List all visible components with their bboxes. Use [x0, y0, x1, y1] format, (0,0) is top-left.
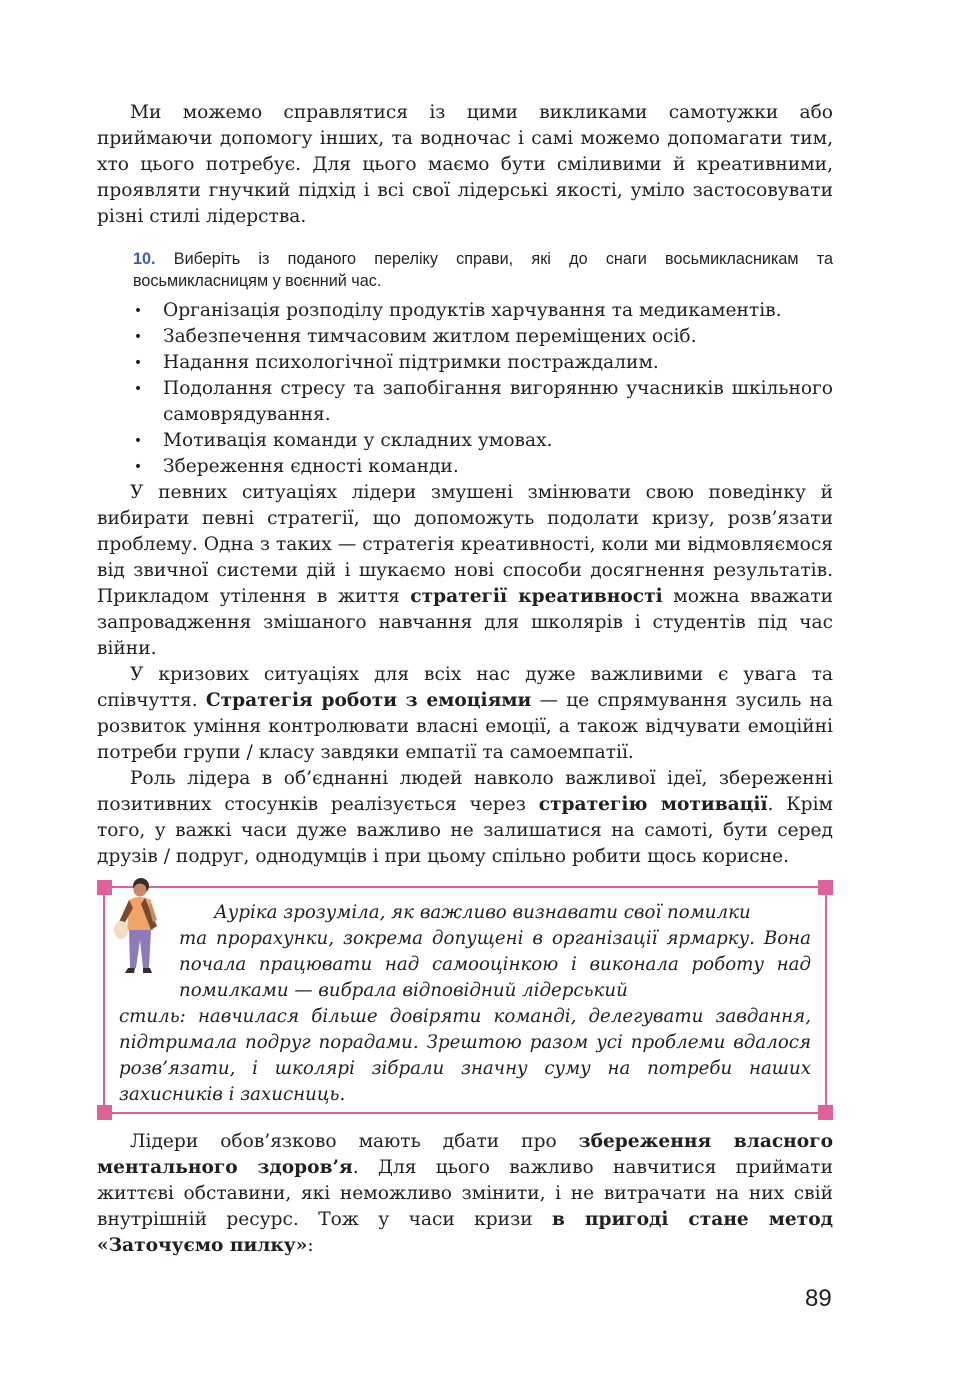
- list-item: • Мотивація команди у складних умовах.: [132, 428, 833, 454]
- task-text: Виберіть із поданого переліку справи, які до снаги восьмикласникам та восьмикласницям у воєнний час.: [133, 250, 834, 290]
- corner-square: [818, 880, 833, 895]
- page-number: 89: [805, 1285, 832, 1312]
- intro-paragraph: Ми можемо справлятися із цими викликами самотужки або приймаючи допомогу інших, та водночас і самі можемо допомагати тим, хто цього потребує. Для цього маємо бути сміливими й креативними, проявляти гнучкий підхід і всі свої лідерські якості, уміло застосовувати різні стилі лідерства.: [97, 102, 833, 227]
- bullet-icon: •: [133, 459, 143, 475]
- list-item: • Подолання стресу та запобігання вигорянню учасників шкільного самоврядування.: [133, 378, 833, 425]
- aurika-story-text: Ауріка зрозуміла, як важливо визнавати свої помилки та прорахунки, зокрема допущені в організації ярмарку. Вона почала працювати над самооцінкою і виконала роботу над помилками — вибрала відповідний лідерський стиль: навчилася більше довіряти команді, делегувати завдання, підтримала подруг порадами. Зрештою разом усі проблеми вдалося розв’язати, і школярі зібрали значну суму на потреби наших захисників і захисниць.: [119, 902, 811, 1105]
- paragraph-emotions-strategy: У кризових ситуаціях для всіх нас дуже важливими є увага та співчуття. Стратегія роботи з емоціями — це спрямування зусиль на розвиток уміння контролювати власні емоції, а також відчувати емоційні потреби групи / класу завдяки емпатії та самоемпатії.: [97, 664, 833, 763]
- bullet-icon: •: [133, 303, 143, 319]
- box-top-border: [97, 886, 833, 888]
- bullet-icon: •: [133, 381, 143, 397]
- bullet-icon: •: [133, 433, 143, 449]
- aurika-story-box: [97, 880, 833, 1120]
- paragraph-creativity-strategy: У певних ситуаціях лідери змушені змінювати свою поведінку й вибирати певні стратегії, що допоможуть подолати кризу, розв’язати проблему. Одна з таких — стратегія креативності, коли ми відмовляємося від звичної системи дій і шукаємо нові способи досягнення результатів. Прикладом утілення в життя стратегії креативності можна вважати запровадження змішаного навчання для школярів і студентів під час війни.: [97, 482, 834, 659]
- task-options-list: [97, 298, 833, 480]
- list-item: • Збереження єдності команди.: [132, 454, 833, 480]
- page-content-bottom: [97, 1129, 833, 1259]
- paragraph-motivation-strategy: Роль лідера в об’єднанні людей навколо важливої ідеї, збереженні позитивних стосунків реалізується через стратегію мотивації. Крім того, у важкі часи дуже важливо не залишатися на самоті, бути серед друзів / подруг, однодумців і при цьому спільно робити щось корисне.: [97, 768, 833, 867]
- box-bottom-border: [97, 1112, 833, 1114]
- paragraph-mental-health: Лідери обов’язково мають дбати про збереження власного ментального здоров’я. Для цього важливо навчитися приймати життєві обставини, які неможливо змінити, і не витрачати на них свій внутрішній ресурс. Тож у часи кризи в пригоді стане метод «Заточуємо пилку»:: [97, 1131, 834, 1256]
- page-content: [97, 100, 833, 870]
- box-left-border: [103, 880, 105, 1120]
- bullet-icon: •: [133, 329, 143, 345]
- bullet-icon: •: [133, 355, 143, 371]
- list-item: • Надання психологічної підтримки постраждалим.: [132, 350, 833, 376]
- list-item: • Організація розподілу продуктів харчування та медикаментів.: [132, 298, 833, 324]
- list-item: • Забезпечення тимчасовим житлом переміщених осіб.: [132, 324, 833, 350]
- box-right-border: [825, 880, 827, 1120]
- corner-square: [818, 1105, 833, 1120]
- task-10: [133, 248, 833, 292]
- corner-square: [97, 1105, 112, 1120]
- task-number: 10.: [133, 250, 156, 268]
